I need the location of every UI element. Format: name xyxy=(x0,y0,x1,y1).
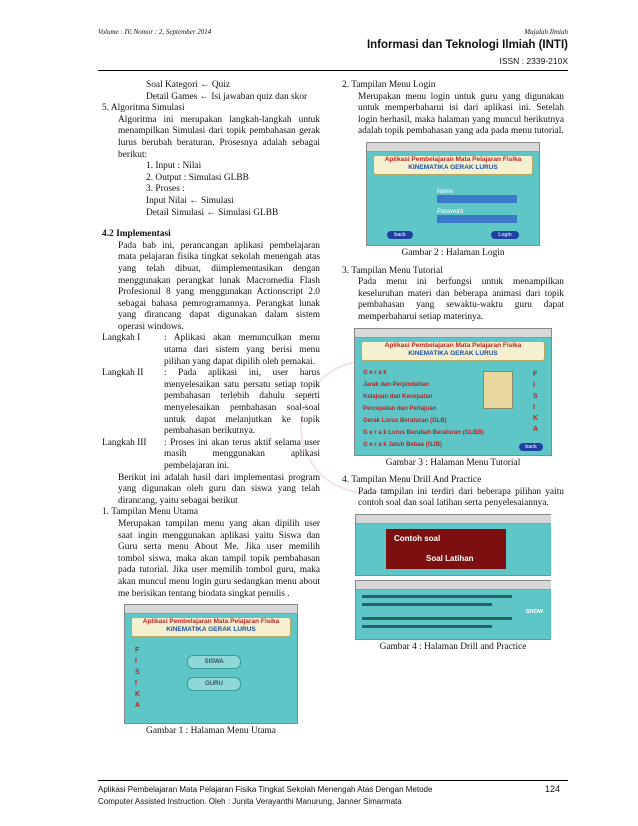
name-label: Name xyxy=(437,188,454,195)
show-button[interactable]: SHOW xyxy=(526,608,544,615)
app-title: Aplikasi Pembelajaran Mata Pelajaran Fisika xyxy=(384,155,522,163)
figure-caption: Gambar 2 : Halaman Login xyxy=(401,247,505,258)
list-item: Input Nilai ← Simulasi xyxy=(146,195,234,206)
topic-item[interactable]: Percepatan dan Perlajuan xyxy=(363,405,437,412)
figure-menu-utama xyxy=(124,604,298,724)
magazine-label: Majalah Ilmiah xyxy=(524,28,568,36)
paragraph: Pada bab ini, perancangan aplikasi pembelajaran mata pelajaran fisika tingkat sekolah menengah atas yang telah dibuat, diimplementasikan dengan menggunakan perangkat lunak Macromedia Flash Profesional 8 yang menggunakan Actionscript 2.0 sebagai bahasa pemrogramannya. Perangkat lunak yang dirancang dapat digunakan dalam sistem operasi windows. xyxy=(118,240,320,332)
right-column xyxy=(342,80,564,660)
back-button[interactable]: back xyxy=(387,231,413,239)
app-title-band xyxy=(361,341,545,361)
figure-caption: Gambar 4 : Halaman Drill and Practice xyxy=(379,641,527,652)
name-input[interactable] xyxy=(437,195,517,203)
app-menubar xyxy=(355,329,551,338)
topic-item[interactable]: G e r a k Lurus Berubah Beraturan (GLBB) xyxy=(363,429,484,436)
section-heading: 4. Tampilan Menu Drill And Practice xyxy=(342,475,482,486)
footer-line: Aplikasi Pembelajaran Mata Pelajaran Fisika Tingkat Sekolah Menengah Atas Dengan Metode xyxy=(98,785,433,794)
list-item: 1. Input : Nilai xyxy=(146,161,202,172)
page-number: 124 xyxy=(544,784,560,794)
figure-caption: Gambar 1 : Halaman Menu Utama xyxy=(146,726,276,737)
left-column xyxy=(102,80,320,744)
footer-rule xyxy=(98,780,568,781)
section-heading: 2. Tampilan Menu Login xyxy=(342,80,436,90)
footer-line: Computer Assisted Instruction. Oleh : Junita Verayanthi Manurung, Janner Simarmata xyxy=(98,797,402,806)
drill-screen-top xyxy=(355,514,551,576)
app-title: Aplikasi Pembelajaran Mata Pelajaran Fisika xyxy=(384,341,522,349)
app-subtitle: KINEMATIKA GERAK LURUS xyxy=(166,626,256,634)
contoh-soal-button[interactable]: Contoh soal xyxy=(394,533,441,543)
topic-item[interactable]: Gerak Lurus Beraturan (GLB) xyxy=(363,417,447,424)
topic-item[interactable]: Kelajuan dan Kecepatan xyxy=(363,393,433,400)
guru-button[interactable]: GURU xyxy=(187,677,241,691)
step-row xyxy=(102,368,320,438)
app-subtitle: KINEMATIKA GERAK LURUS xyxy=(408,349,498,357)
fisika-side-label: F I S I K A xyxy=(135,647,141,710)
topic-item[interactable]: Jarak dan Perpindahan xyxy=(363,381,430,388)
soal-latihan-button[interactable]: Soal Latihan xyxy=(426,553,474,563)
paragraph: Merupakan menu login untuk guru yang digunakan untuk memperbaharui isi dari aplikasi ini. Setelah login berhasil, maka halaman yang muncul berikutnya adalah topik pembahasan yang ada pada menu tutorial. xyxy=(358,91,564,137)
back-button[interactable]: back xyxy=(519,443,543,451)
paragraph: Pada menu ini berfungsi untuk menampilkan keseluruhan materi dan beberapa animasi dari topik pembahasan yang sewaktu-waktu guru dapat memperbaharui setiap materinya. xyxy=(358,277,564,322)
journal-title: Informasi dan Teknologi Ilmiah (INTI) xyxy=(366,39,568,51)
section-heading: 1. Tampilan Menu Utama xyxy=(102,507,199,518)
issn: ISSN : 2339-210X xyxy=(499,56,568,66)
step-row xyxy=(102,438,320,473)
topic-list xyxy=(363,367,484,451)
step-text: : Pada aplikasi ini, user harus menyelesaikan satu persatu setiap topik pembahasan terlebih dahulu seperti menyelesaikan pembahasan soal-soal untuk dapat melanjutkan ke topik pembahasan berikutnya. xyxy=(164,368,320,437)
section-heading: 5. Algoritma Simulasi xyxy=(102,103,185,114)
app-title-band xyxy=(373,155,533,175)
app-menubar xyxy=(367,143,539,152)
section-heading: 4.2 Implementasi xyxy=(102,229,171,240)
figure-login xyxy=(366,142,540,246)
figure-tutorial xyxy=(354,328,552,456)
volume-info: Volume : IV, Nomor : 2, September 2014 xyxy=(98,28,212,36)
list-item: Detail Simulasi ← Simulasi GLBB xyxy=(146,207,279,218)
step-label: Langkah III xyxy=(102,437,147,448)
step-label: Langkah II xyxy=(102,368,144,379)
app-subtitle: KINEMATIKA GERAK LURUS xyxy=(408,163,498,171)
app-menubar xyxy=(125,605,297,614)
list-item: 2. Output : Simulasi GLBB xyxy=(146,172,249,183)
topic-item[interactable]: G e r a k xyxy=(363,369,387,376)
paragraph: Algoritma ini merupakan langkah-langkah untuk menampilkan Simulasi dari topik pembahasan gerak lurus berubah beraturan. Prosesnya adalah sebagai berikut: xyxy=(118,114,320,160)
figure-drill xyxy=(355,514,551,640)
list-item: 3. Proses : xyxy=(146,184,185,195)
paragraph: Pada tampilan ini terdiri dari beberapa pilihan yaitu contoh soal dan soal latihan serta penyelesaiannya. xyxy=(358,486,564,509)
app-title: Aplikasi Pembelajaran Mata Pelajaran Fisika xyxy=(142,618,280,626)
password-label: Password xyxy=(437,208,464,215)
figure-caption: Gambar 3 : Halaman Menu Tutorial xyxy=(385,457,521,468)
illustration-image xyxy=(483,371,513,409)
algo-line: Detail Games ← Isi jawaban quiz dan skor xyxy=(146,91,308,102)
step-text: : Proses ini akan terus aktif selama user masih menggunakan aplikasi pembelajaran ini. xyxy=(164,437,320,471)
section-heading: 3. Tampilan Menu Tutorial xyxy=(342,265,443,276)
header-rule xyxy=(98,70,568,71)
login-button[interactable]: Login xyxy=(491,231,519,239)
step-text: : Aplikasi akan memunculkan menu utama dari sistem yang berisi menu pilihan yang dapat dipilih oleh pemakai. xyxy=(164,333,320,367)
fisika-side-label: F I S I K A xyxy=(533,370,539,433)
paragraph: Berikut ini adalah hasil dari implementasi program yang digunakan oleh guru dan siswa yang telah dirancang, yaitu sebagai berikut xyxy=(118,472,320,506)
footer-citation xyxy=(98,784,518,808)
siswa-button[interactable]: SISWA xyxy=(187,655,241,669)
app-title-band xyxy=(131,617,291,637)
drill-board xyxy=(386,529,506,569)
algo-line: Soal Kategori ← Quiz xyxy=(146,80,231,90)
drill-screen-bottom xyxy=(355,580,551,640)
step-row xyxy=(102,333,320,368)
topic-item[interactable]: G e r a k Jatuh Bebas (GJB) xyxy=(363,441,443,448)
paragraph: Merupakan tampilan menu yang akan dipilih user saat ingin menggunakan aplikasi yaitu Siswa dan Guru serta menu About Me. Jika user memilih tombol siswa, maka akan tampil topik pembahasan pada tutorial. Jika user memilih tombol guru, maka akan muncul menu login guru sedangkan menu about me berisikan tentang biodata singkat penulis . xyxy=(118,518,320,599)
password-input[interactable] xyxy=(437,215,517,223)
step-label: Langkah I xyxy=(102,333,141,344)
